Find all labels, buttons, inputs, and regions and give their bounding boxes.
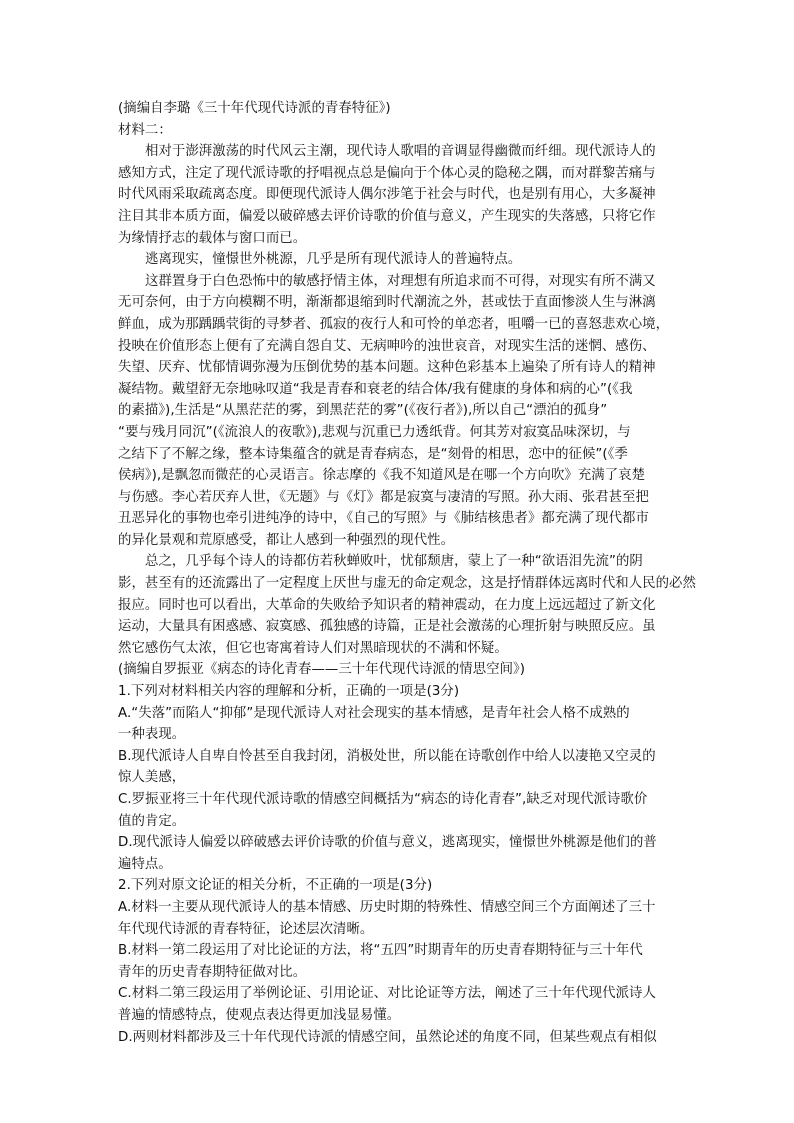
paragraph-line: 然它感伤气太浓，但它也寄寓着诗人们对黑暗现状的不满和怀疑。: [118, 640, 508, 656]
option-line: 一种表现。: [118, 727, 186, 743]
option-line: B.材料一第二段运用了对比论证的方法，将“五四”时期青年的历史青春期特征与三十年代: [118, 943, 643, 959]
paragraph-line: 时代风雨采取疏离态度。即便现代派诗人偶尔涉笔于社会与时代，也是别有用心，大多凝神: [118, 187, 656, 203]
answer-option: [118, 789, 690, 832]
option-line: 惊人美感，: [118, 770, 186, 786]
material-2-heading: 材料二：: [118, 122, 172, 138]
paragraph-line: 丑恶异化的事物也牵引进纯净的诗中，《自己的写照》与《肺结核患者》都充满了现代都市: [118, 511, 649, 527]
paragraph: [118, 249, 690, 271]
question-stem: 1.下列对材料相关内容的理解和分析，正确的一项是(3分): [118, 684, 460, 700]
answer-option: [118, 983, 690, 1026]
paragraph-line: 的异化景观和荒原感受，都让人感到一种强烈的现代性。: [118, 532, 455, 548]
paragraph-line: 影，甚至有的还流露出了一定程度上厌世与虚无的命定观念，这是抒情群体远离时代和人民的必然: [118, 576, 696, 592]
paragraph-line: 运动，大量具有困惑感、寂寞感、孤独感的诗篇，正是社会激荡的心理折射与映照反应。虽: [118, 619, 656, 635]
answer-option: [118, 703, 690, 746]
question: [118, 875, 690, 1048]
paragraph: [118, 551, 696, 659]
material-2-body: [118, 141, 696, 659]
answer-option: [118, 1027, 690, 1049]
answer-option: [118, 832, 690, 875]
question-stem: 2.下列对原文论证的相关分析，不正确的一项是(3分): [118, 878, 433, 894]
paragraph: [118, 271, 690, 552]
paragraph-line: 无可奈何，由于方向模糊不明，渐渐都退缩到时代潮流之外，甚或怯于直面惨淡人生与淋漓: [118, 295, 656, 311]
paragraph-line: 这群置身于白色恐怖中的敏感抒情主体，对理想有所追求而不可得，对现实有所不满又: [145, 273, 656, 289]
paragraph-line: 相对于澎湃激荡的时代风云主潮，现代诗人歌唱的音调显得幽微而纤细。现代派诗人的: [145, 144, 656, 160]
paragraph-line: 之结下了不解之缘，整本诗集蕴含的就是青春病态，是“刻骨的相思，恋中的征候”(《季: [118, 446, 628, 462]
option-line: A.材料一主要从现代派诗人的基本情感、历史时期的特殊性、情感空间三个方面阐述了三十: [118, 899, 656, 915]
answer-option: [118, 897, 690, 940]
paragraph-line: 侯病》),是飘忽而微茫的心灵语言。徐志摩的《我不知道风是在哪一个方向吹》充满了哀楚: [118, 468, 646, 484]
option-line: D.现代派诗人偏爱以碎破感去评价诗歌的价值与意义，逃离现实，憧憬世外桃源是他们的普: [118, 835, 657, 851]
paragraph-line: 鲜血，成为那踽踽茕街的寻梦者、孤寂的夜行人和可怜的单恋者，咀嚼一已的喜怒悲欢心境，: [118, 316, 670, 332]
option-line: C.材料二第三段运用了举例论证、引用论证、对比论证等方法，阐述了三十年代现代派诗人: [118, 986, 656, 1002]
option-line: 值的肯定。: [118, 813, 186, 829]
paragraph-line: 失望、厌弃、忧郁情调弥漫为压倒优势的基本问题。这种色彩基本上遍染了所有诗人的精神: [118, 360, 656, 376]
paragraph-line: 报应。同时也可以看出，大革命的失败给予知识者的精神震动，在力度上远远超过了新文化: [118, 597, 656, 613]
option-line: D.两则材料都涉及三十年代现代诗派的情感空间，虽然论述的角度不同，但某些观点有相似: [118, 1029, 657, 1045]
paragraph-line: 总之，几乎每个诗人的诗都仿若秋蝉败叶，忧郁颓唐，蒙上了一种“欲语泪先流”的阴: [145, 554, 643, 570]
option-line: 遍特点。: [118, 856, 172, 872]
option-line: B.现代派诗人自卑自怜甚至自我封闭，消极处世，所以能在诗歌创作中给人以凄艳又空灵的: [118, 748, 656, 764]
question: [118, 681, 690, 875]
source-citation-1: (摘编自李璐《三十年代现代诗派的青春特征》): [118, 101, 391, 116]
paragraph-line: 投映在价值形态上便有了充满自怨自艾、无病呻吟的浊世哀音，对现实生活的迷惘、感伤、: [118, 338, 656, 354]
paragraph-line: 为缘情抒志的载体与窗口而已。: [118, 230, 307, 246]
answer-option: [118, 746, 690, 789]
paragraph-line: 逃离现实，憧憬世外桃源，几乎是所有现代派诗人的普遍特点。: [145, 252, 522, 268]
paragraph-line: “要与残月同沉”(《流浪人的夜歌》),悲观与沉重已力透纸背。何其芳对寂寞品味深切，与: [118, 424, 631, 440]
option-line: 普遍的情感特点，使观点表达得更加浅显易懂。: [118, 1007, 401, 1023]
option-line: A.“失落”而陷人“抑郁”是现代派诗人对社会现实的基本情感，是青年社会人格不成熟的: [118, 705, 630, 721]
answer-option: [118, 940, 690, 983]
paragraph: [118, 141, 690, 249]
document-page: [118, 98, 696, 1048]
option-line: C.罗振亚将三十年代现代派诗歌的情感空间概括为“病态的诗化青春”,缺乏对现代派诗歌价: [118, 792, 648, 807]
option-line: 青年的历史青春期特征做对比。: [118, 964, 307, 980]
paragraph-line: 感知方式，注定了现代派诗歌的抒唱视点总是偏向于个体心灵的隐秘之隅，而对群黎苦痛与: [118, 165, 656, 181]
paragraph-line: 凝结物。戴望舒无奈地咏叹道“我是青春和衰老的结合体/我有健康的身体和病的心”(《我: [118, 381, 633, 397]
option-line: 年代现代诗派的青春特征，论述层次清晰。: [118, 921, 374, 937]
source-citation-2: (摘编自罗振亚《病态的诗化青春——三十年代现代诗派的情思空间》): [118, 662, 526, 678]
questions-section: [118, 681, 690, 1048]
paragraph-line: 注目其非本质方面，偏爱以破碎感去评价诗歌的价值与意义，产生现实的失落感，只将它作: [118, 208, 656, 224]
paragraph-line: 与伤感。李心若厌弃人世，《无题》与《灯》都是寂寞与凄清的写照。孙大雨、张君甚至把: [118, 489, 649, 505]
paragraph-line: 的素描》),生活是“从黑茫茫的雾，到黑茫茫的雾”(《夜行者》),所以自己“漂泊的孤身”: [118, 403, 608, 419]
